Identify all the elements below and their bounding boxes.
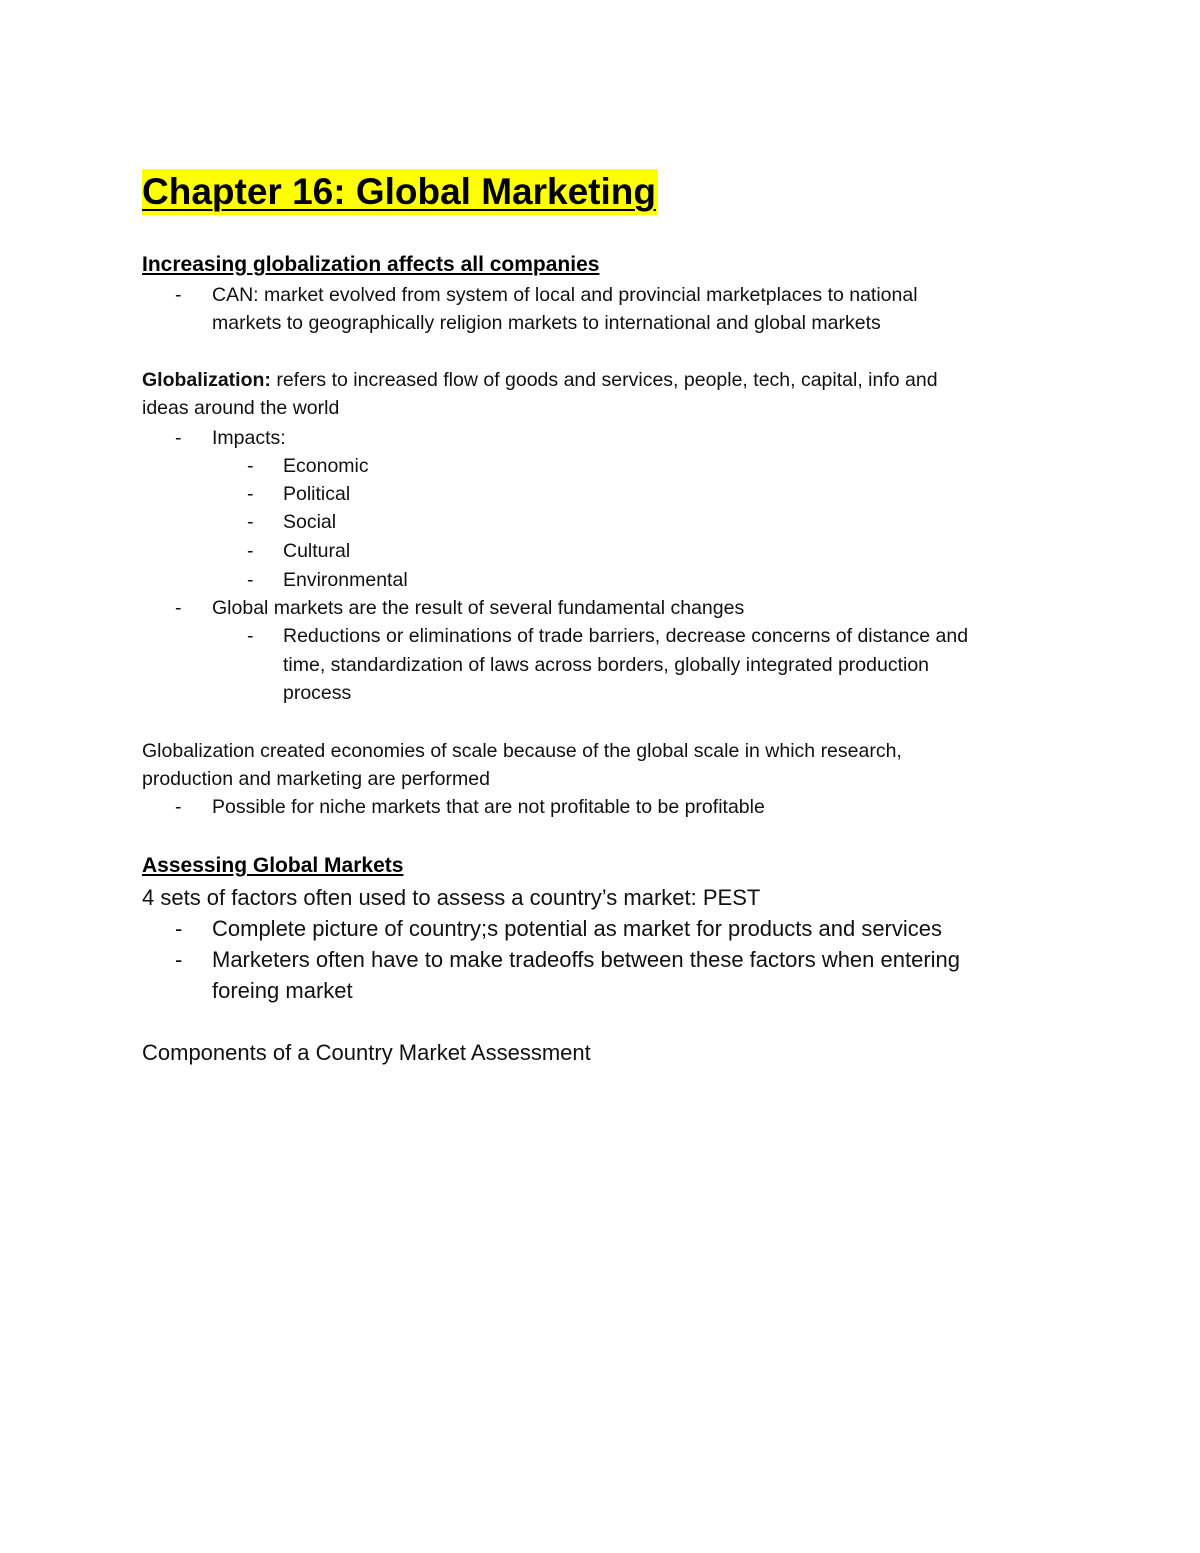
economies-of-scale-line-1: Globalization created economies of scale because of the global scale in which research, xyxy=(142,740,902,762)
impact-item: Political xyxy=(283,483,351,505)
bullet-dash: - xyxy=(247,483,254,505)
tradeoffs-bullet-line-1: Marketers often have to make tradeoffs between these factors when entering xyxy=(212,947,961,972)
economies-of-scale-line-2: production and marketing are performed xyxy=(142,768,490,790)
niche-markets-bullet: Possible for niche markets that are not profitable to be profitable xyxy=(212,796,765,818)
tradeoffs-bullet-line-2: foreing market xyxy=(212,978,353,1003)
bullet-dash: - xyxy=(175,427,182,449)
impact-item: Environmental xyxy=(283,569,408,591)
globalization-definition-line-2: ideas around the world xyxy=(142,397,340,419)
section-heading-assessing-global-markets: Assessing Global Markets xyxy=(142,854,404,877)
bullet-dash: - xyxy=(175,284,182,306)
impact-item: Cultural xyxy=(283,540,351,562)
bullet-dash: - xyxy=(175,796,182,818)
impact-item: Economic xyxy=(283,455,369,477)
can-bullet-line-2: markets to geographically religion markets to international and global markets xyxy=(212,312,881,334)
changes-line-1: Reductions or eliminations of trade barriers, decrease concerns of distance and xyxy=(283,625,969,647)
page-title: Chapter 16: Global Marketing xyxy=(142,169,658,215)
components-heading: Components of a Country Market Assessment xyxy=(142,1040,591,1065)
pest-intro: 4 sets of factors often used to assess a country’s market: PEST xyxy=(142,885,761,910)
changes-line-2: time, standardization of laws across borders, globally integrated production xyxy=(283,654,930,676)
bullet-dash: - xyxy=(175,597,182,619)
globalization-definition-line-1 xyxy=(142,366,938,394)
bullet-dash: - xyxy=(247,625,254,647)
globalization-definition-text: refers to increased flow of goods and services, people, tech, capital, info and xyxy=(270,369,938,391)
impacts-label: Impacts: xyxy=(212,427,286,449)
can-bullet-line-1: CAN: market evolved from system of local and provincial marketplaces to national xyxy=(212,284,918,306)
changes-line-3: process xyxy=(283,682,352,704)
global-markets-bullet: Global markets are the result of several fundamental changes xyxy=(212,597,745,619)
globalization-term: Globalization: xyxy=(142,369,271,391)
impact-item: Social xyxy=(283,511,337,533)
complete-picture-bullet: Complete picture of country;s potential as market for products and services xyxy=(212,916,943,941)
bullet-dash: - xyxy=(247,455,254,477)
bullet-dash: - xyxy=(247,511,254,533)
bullet-dash: - xyxy=(247,569,254,591)
bullet-dash: - xyxy=(175,947,183,972)
bullet-dash: - xyxy=(247,540,254,562)
bullet-dash: - xyxy=(175,916,183,941)
section-heading-globalization-affects: Increasing globalization affects all companies xyxy=(142,253,600,276)
